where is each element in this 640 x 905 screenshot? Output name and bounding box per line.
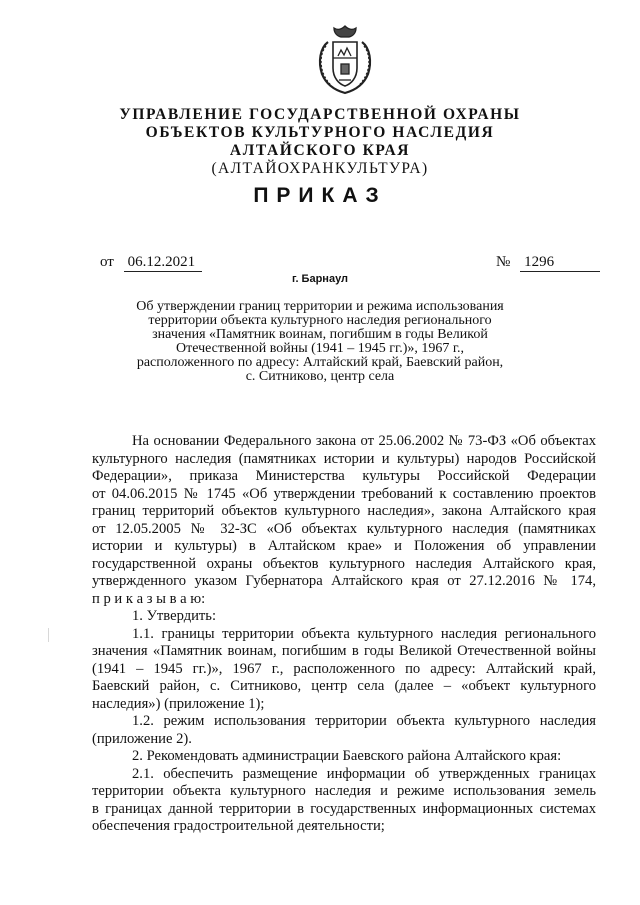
body-line: утвержденного указом Губернатора Алтайского края от 27.12.2016 № 174, [92,573,596,589]
body-line: наследия») (приложение 1); [92,695,265,712]
body-line: 1.2. режим использования территории объекта культурного наследия [132,713,596,729]
body-line: истории и культуры) в Алтайском крае» и Положения об управлении [92,538,596,554]
city: г. Барнаул [291,273,349,285]
subject-line: с. Ситниково, центр села [245,369,395,384]
scan-margin-mark [48,628,49,642]
number-prefix: № [496,254,511,270]
subject-line: расположенного по адресу: Алтайский край, Баевский район, [136,355,504,370]
body-line: от 04.06.2015 № 1745 «Об утверждении требований к составлению проектов [92,485,596,502]
document-subject [120,300,520,384]
body-line: обеспечения градостроительной деятельности; [92,818,385,834]
subject-line: Отечественной войны (1941 – 1945 гг.)», 1967 г., [175,341,465,356]
body-line: 1. Утвердить: [132,608,217,624]
body-line: значения «Памятник воинам, погибшим в годы Великой Отечественной войны [92,643,596,659]
body-line: культурного наследия (памятниках истории и культуры) народов Российской [92,450,596,467]
date-prefix: от [100,254,114,270]
subject-line: территории объекта культурного наследия регионального [148,313,492,328]
body-line: (1941 – 1945 гг.)», 1967 г., расположенного по адресу: Алтайский край, [92,660,596,677]
body-line: государственной охраны объектов культурного наследия Алтайского края, [92,555,596,572]
body-line: (приложение 2). [92,730,192,747]
org-short-name: (АЛТАЙОХРАНКУЛЬТУРА) [211,160,429,177]
document-number: 1296 [520,254,600,272]
body-line: границ территорий объектов культурного наследия», закона Алтайского края [92,503,596,519]
number-line [496,254,600,272]
document-body [92,433,596,836]
subject-line: Об утверждении границ территории и режима использования [136,299,504,314]
date-line [100,254,202,272]
body-line: На основании Федерального закона от 25.06.2002 № 73-ФЗ «Об объектах [132,433,596,449]
body-line: в границах данной территории в государственных информационных системах [92,800,596,817]
org-name-line-1: УПРАВЛЕНИЕ ГОСУДАРСТВЕННОЙ ОХРАНЫ [119,106,521,123]
body-line: п р и к а з ы в а ю: [92,590,206,607]
body-line: территории объекта культурного наследия и режиме использования земель [92,783,596,799]
subject-line: значения «Памятник воинам, погибшим в годы Великой [152,327,488,342]
body-line: 2.1. обеспечить размещение информации об утвержденных границах [132,765,596,782]
body-line: 1.1. границы территории объекта культурного наследия регионального [132,625,596,642]
coat-of-arms-icon [314,22,376,96]
document-date: 06.12.2021 [124,254,202,272]
body-line: Баевский район, с. Ситниково, центр села (далее – «объект культурного [92,678,596,694]
org-name-line-3: АЛТАЙСКОГО КРАЯ [229,142,411,159]
body-line: от 12.05.2005 № 32-ЗС «Об объектах культурного наследия (памятниках [92,520,596,537]
org-name-line-2: ОБЪЕКТОВ КУЛЬТУРНОГО НАСЛЕДИЯ [145,124,495,141]
body-line: 2. Рекомендовать администрации Баевского района Алтайского края: [132,748,562,764]
body-line: Федерации», приказа Министерства культуры Российской Федерации [92,468,596,484]
document-type-title: ПРИКАЗ [253,184,387,207]
